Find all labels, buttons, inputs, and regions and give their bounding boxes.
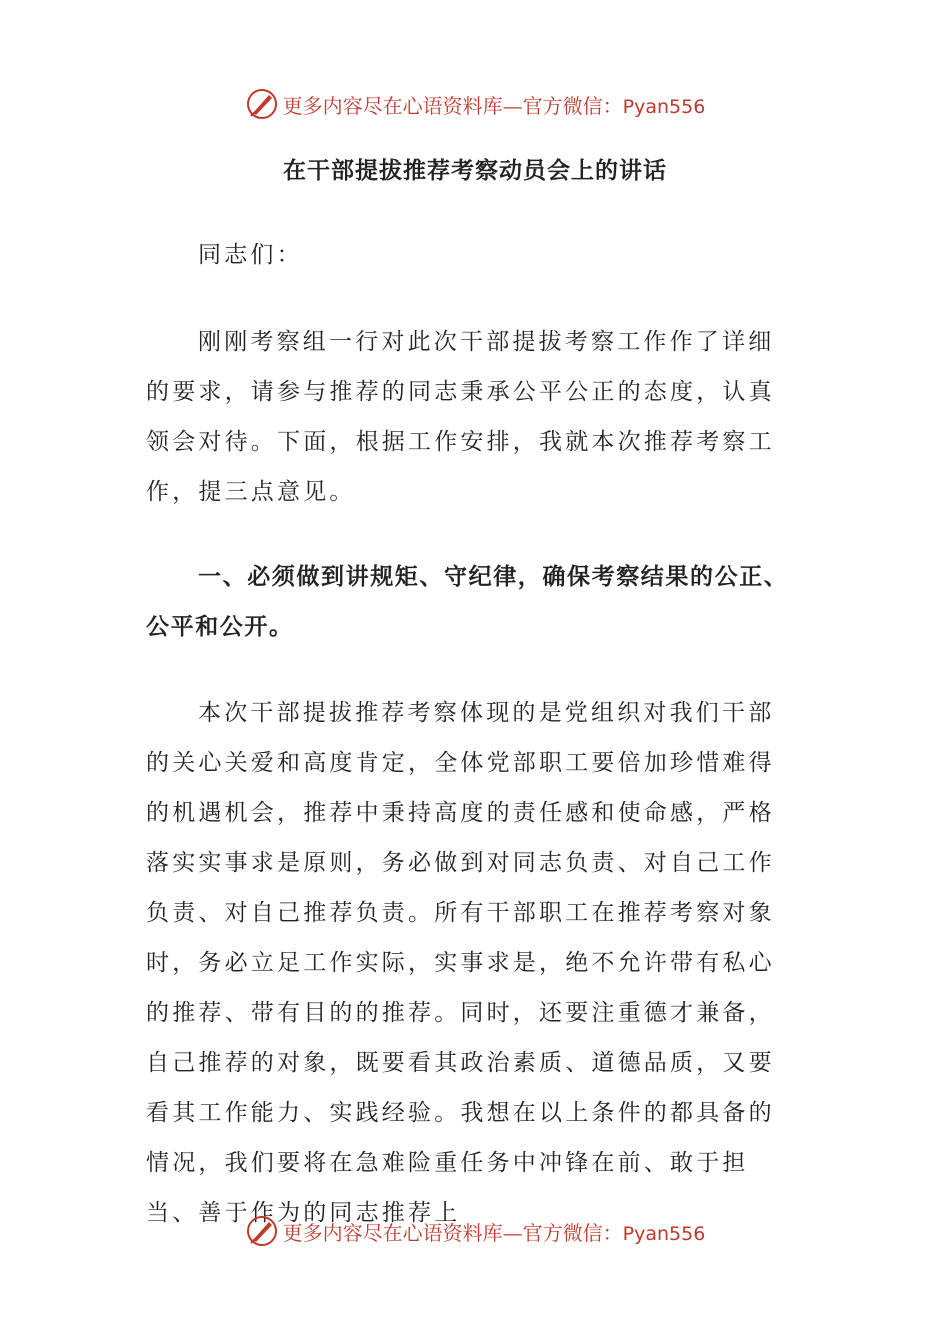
- paragraph-1: 刚刚考察组一行对此次干部提拔考察工作作了详细的要求，请参与推荐的同志秉承公平公正的态度，认真领会对待。下面，根据工作安排，我就本次推荐考察工作，提三点意见。: [146, 329, 775, 505]
- footer-banner: [0, 1211, 950, 1251]
- quill-logo-icon: [245, 87, 279, 121]
- greeting: 同志们：: [198, 242, 303, 268]
- section-heading-1: 一、必须做到讲规矩、守纪律，确保考察结果的公正、公平和公开。: [146, 564, 789, 640]
- paragraph-2: 本次干部提拔推荐考察体现的是党组织对我们干部的关心关爱和高度肯定，全体党部职工要倍加珍惜难得的机遇机会，推荐中秉持高度的责任感和使命感，严格落实实事求是原则，务必做到对同志负责、对自己工作负责、对自己推荐负责。所有干部职工在推荐考察对象时，务必立足工作实际，实事求是，绝不允许带有私心的推荐、带有目的的推荐。同时，还要注重德才兼备，自己推荐的对象，既要看其政治素质、道德品质，又要看其工作能力、实践经验。我想在以上条件的都具备的情况，我们要将在急难险重任务中冲锋在前、敢于担当、善于作为的同志推荐上: [146, 700, 775, 1226]
- header-banner: [0, 84, 950, 124]
- banner-text: 更多内容尽在心语资料库—官方微信：Pyan556: [282, 1220, 706, 1245]
- wechat-id: Pyan556: [622, 1222, 706, 1245]
- wechat-id: Pyan556: [622, 95, 706, 118]
- page-title: 在干部提拔推荐考察动员会上的讲话: [283, 158, 667, 184]
- quill-logo-icon: [245, 1214, 279, 1248]
- banner-text: 更多内容尽在心语资料库—官方微信：Pyan556: [282, 93, 706, 118]
